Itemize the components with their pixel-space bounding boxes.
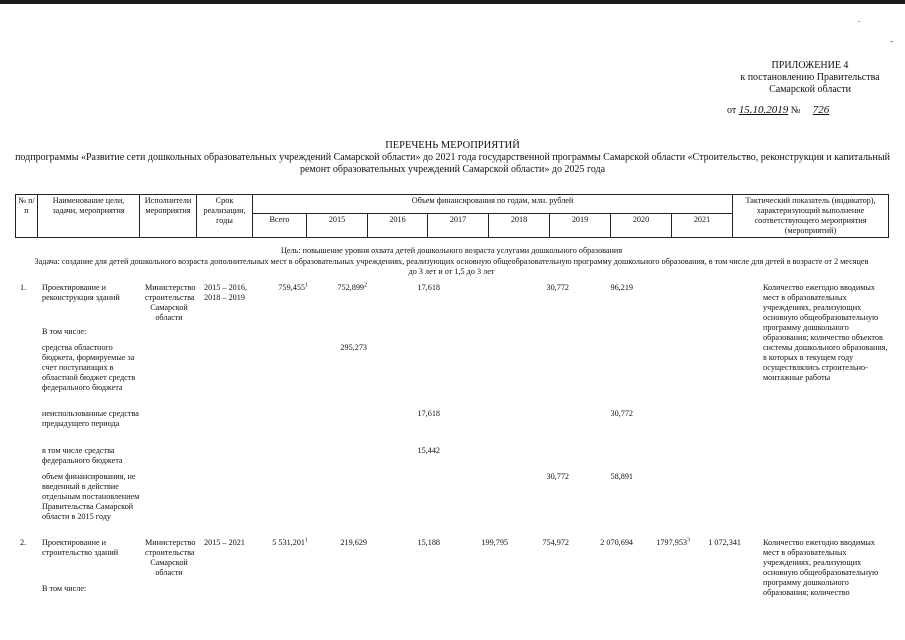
col-exec: Исполнители мероприятия xyxy=(140,195,197,238)
number-prefix: № xyxy=(790,105,801,116)
col-2019: 2019 xyxy=(550,214,611,238)
appendix-block xyxy=(725,60,895,117)
value-2019: 2 070,694 xyxy=(600,538,633,547)
appendix-title: ПРИЛОЖЕНИЕ 4 xyxy=(771,60,849,71)
title-sub1: подпрограммы «Развитие сети дошкольных образовательных учреждений Самарской области» до 2021 года государственной программы Самарской области «Строительство, реконструкция и капитальный xyxy=(15,152,890,163)
value-2016: 17,618 xyxy=(417,283,440,292)
value-2016: 15,188 xyxy=(417,538,440,547)
decree-number: 726 xyxy=(812,104,830,116)
col-2016: 2016 xyxy=(368,214,428,238)
subitem-federal-incl: в том числе средства федерального бюджета xyxy=(42,446,123,465)
indicator-text: Количество ежегодно вводимых мест в образовательных учреждениях, реализующих основную общеобразовательную программу дошкольного образования; количество xyxy=(763,538,879,597)
value-total: 5 531,201$^1$ xyxy=(272,537,308,547)
col-2020: 2020 xyxy=(611,214,672,238)
decree-date-line xyxy=(725,104,895,117)
task-line1: Задача: создание для детей дошкольного возраста дополнительных мест в образовательных учреждениях, реализующих основную общеобразовательную программу дошкольного образования, в том числе для детей в возрасте от 2 месяцев xyxy=(34,257,869,266)
measure-name: Проектирование и строительство зданий xyxy=(42,538,119,557)
goal-row: Цель: повышение уровня охвата детей дошкольного возраста услугами дошкольного образования xyxy=(280,246,623,255)
subitem-federal: средства областного бюджета, формируемые за счет поступающих в областной бюджет средств федерального бюджета xyxy=(42,343,136,392)
value-2020: 1797,953$^3$ xyxy=(656,537,690,547)
indicator-text: Количество ежегодно вводимых мест в образовательных учреждениях, реализующих основную общеобразовательную программу дошкольного образования; количество объектов системы дошкольного образования, в которых в текущем году осуществлялись строительно-монтажные работы xyxy=(763,283,888,382)
title-main: ПЕРЕЧЕНЬ МЕРОПРИЯТИЙ xyxy=(385,140,520,151)
col-indicator: Тактический показатель (индикатор), характеризующий выполнение соответствующего мероприятия (мероприятий) xyxy=(733,195,889,238)
appendix-line2: к постановлению Правительства xyxy=(740,72,880,83)
decree-date: 15.10.2019 xyxy=(738,104,789,116)
subitem-federal-incl-2016: 15,442 xyxy=(417,446,440,455)
document-title xyxy=(0,140,905,176)
including-label: В том числе: xyxy=(42,327,87,336)
subitem-unused-2019: 30,772 xyxy=(610,409,633,418)
value-2018: 30,772 xyxy=(546,283,569,292)
value-total: 759,455$^1$ xyxy=(278,282,308,292)
row-number: 2. xyxy=(20,538,27,547)
row-number: 1. xyxy=(20,283,27,292)
col-name: Наименование цели, задачи, мероприятия xyxy=(38,195,140,238)
col-funding: Объем финансирования по годам, млн. рублей xyxy=(253,195,733,214)
value-2017: 199,795 xyxy=(481,538,508,547)
measure-term: 2015 – 2021 xyxy=(204,538,245,547)
value-2015: 752,899$^2$ xyxy=(337,282,367,292)
subitem-not-enacted: объем финансирования, не введенный в действие отдельным постановлением Правительства Самарской области в 2015 году xyxy=(42,472,140,521)
task-row xyxy=(15,257,888,277)
col-num: № п/п xyxy=(16,195,38,238)
measure-executor: Министерство строительства Самарской области xyxy=(145,538,196,577)
date-prefix: от xyxy=(727,105,737,116)
title-sub2: ремонт образовательных учреждений Самарской области» до 2025 года xyxy=(299,164,606,175)
value-2019: 96,219 xyxy=(610,283,633,292)
including-label: В том числе: xyxy=(42,584,87,593)
col-2018: 2018 xyxy=(489,214,550,238)
measure-executor: Министерство строительства Самарской области xyxy=(145,283,196,322)
value-2021: 1 072,341 xyxy=(708,538,741,547)
appendix-line3: Самарской области xyxy=(769,84,851,95)
col-2015: 2015 xyxy=(307,214,368,238)
subitem-unused-2016: 17,618 xyxy=(417,409,440,418)
col-total: Всего xyxy=(253,214,307,238)
measure-term: 2015 – 2016, 2018 – 2019 xyxy=(204,283,247,302)
subitem-federal-2015: 295,273 xyxy=(340,343,367,352)
measures-table-head xyxy=(15,194,888,238)
scan-top-border xyxy=(0,0,905,4)
col-2017: 2017 xyxy=(428,214,489,238)
task-line2: до 3 лет и от 1,5 до 3 лет xyxy=(408,267,495,276)
subitem-unused: неиспользованные средства предыдущего периода xyxy=(42,409,139,428)
col-2021: 2021 xyxy=(672,214,733,238)
value-2018: 754,972 xyxy=(542,538,569,547)
subitem-not-enacted-2019: 58,891 xyxy=(610,472,633,481)
subitem-not-enacted-2018: 30,772 xyxy=(546,472,569,481)
value-2015: 219,629 xyxy=(340,538,367,547)
col-term: Срок реализации, годы xyxy=(197,195,253,238)
scan-mark: - xyxy=(890,36,893,46)
scan-mark: . xyxy=(858,14,861,24)
measure-name: Проектирование и реконструкция зданий xyxy=(42,283,120,302)
